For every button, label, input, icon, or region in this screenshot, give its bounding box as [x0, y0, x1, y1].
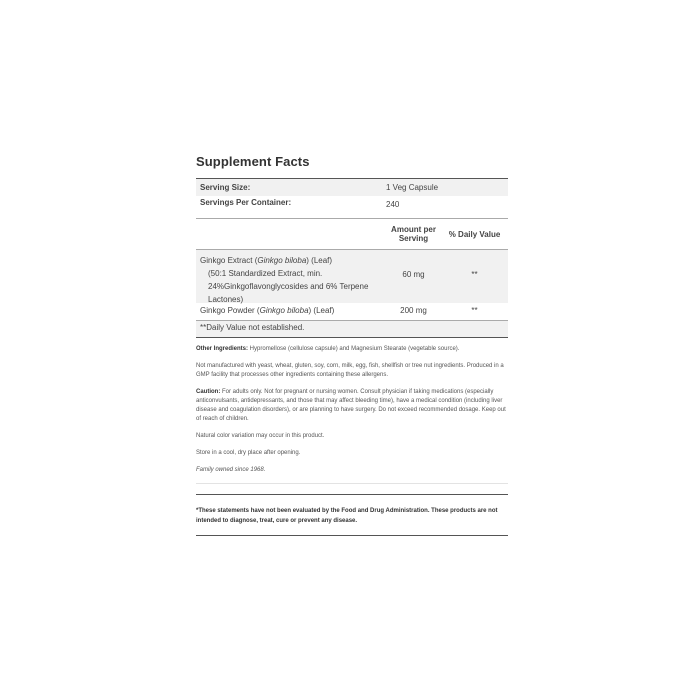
facts-table: [196, 178, 508, 338]
ingredient-amount: 200 mg: [400, 306, 427, 315]
serving-size-value: 1 Veg Capsule: [386, 183, 439, 192]
serving-size-row: [196, 179, 508, 196]
ingredient-row: [196, 249, 508, 303]
family-owned-note: Family owned since 1968.: [196, 467, 266, 473]
servings-per-container-row: [196, 196, 508, 218]
daily-value-note-row: [196, 320, 508, 337]
supplement-facts-panel: [196, 154, 508, 536]
serving-size-label: Serving Size:: [200, 183, 251, 192]
ingredient-row: [196, 303, 508, 320]
divider: [196, 483, 508, 488]
ingredient-details: (50:1 Standardized Extract, min. 24%Ginkgoflavonglycosides and 6% Terpene Lactones): [208, 269, 369, 304]
amount-column-header: Amount per Serving: [391, 225, 436, 243]
daily-value-column-header: % Daily Value: [448, 229, 501, 239]
other-ingredients: Other Ingredients: Hypromellose (cellulose capsule) and Magnesium Stearate (vegetable source).: [196, 346, 460, 352]
ingredient-daily-value: **: [471, 306, 478, 315]
allergen-statement: Not manufactured with yeast, wheat, gluten, soy, corn, milk, egg, fish, shellfish or tree nut ingredients. Produced in a GMP facility that processes other ingredients containing these allergens.: [196, 363, 504, 378]
ingredient-daily-value: **: [471, 270, 478, 279]
servings-per-container-value: 240: [386, 200, 400, 209]
column-header-row: [196, 218, 508, 249]
storage-note: Store in a cool, dry place after opening.: [196, 450, 301, 456]
daily-value-note: **Daily Value not established.: [200, 323, 305, 332]
product-notes: [196, 338, 508, 475]
ingredient-name: Ginkgo Powder (Ginkgo biloba) (Leaf): [200, 306, 335, 315]
color-variation-note: Natural color variation may occur in this product.: [196, 433, 325, 439]
servings-per-container-label: Servings Per Container:: [200, 198, 292, 207]
fda-disclaimer: *These statements have not been evaluated by the Food and Drug Administration. These products are not intended to diagnose, treat, cure or prevent any disease.: [196, 494, 508, 536]
panel-title: Supplement Facts: [196, 154, 310, 169]
ingredient-name: Ginkgo Extract (Ginkgo biloba) (Leaf) (50:1 Standardized Extract, min. 24%Ginkgoflavonglycosides and 6% Terpene Lactones): [196, 254, 386, 306]
caution-statement: Caution: For adults only. Not for pregnant or nursing women. Consult physician if taking medications (especially anticonvulsants, antidepressants, and those that may affect bleeding time), have a medical condition (including liver disease and coagulation disorders), or are planning to have surgery. Do not exceed recommended dosage. Keep out of reach of children.: [196, 389, 506, 422]
ingredient-amount: 60 mg: [402, 270, 425, 279]
